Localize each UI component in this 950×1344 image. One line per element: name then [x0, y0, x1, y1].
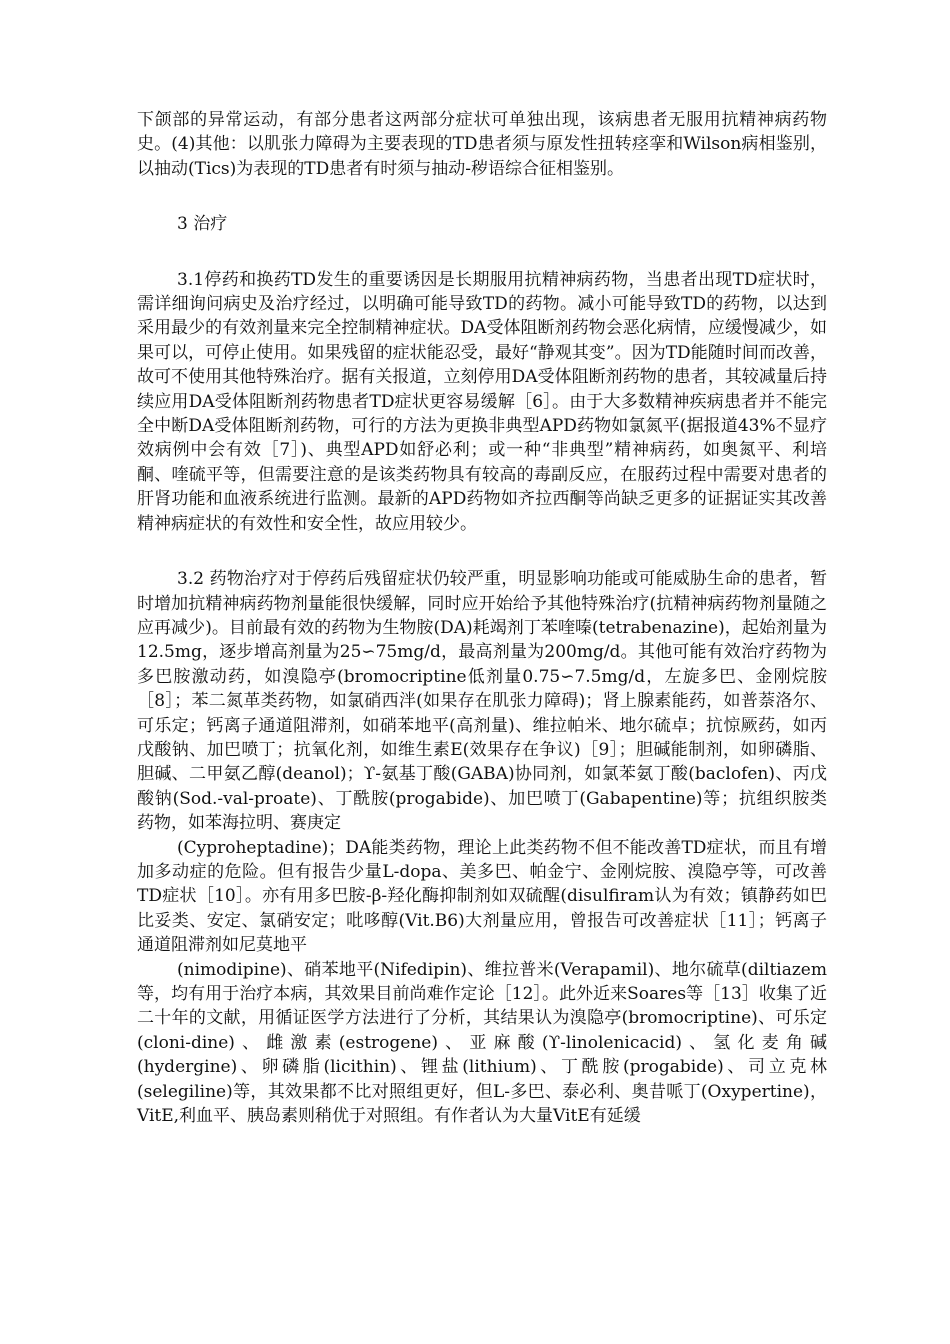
- section-heading-treatment: 3 治疗: [177, 214, 228, 235]
- paragraph-3-2-continued-2: (nimodipine)、硝苯地平(Nifedipin)、维拉普米(Verapamil)、地尔硫草(diltiazem等，均有用于治疗本病，其效果目前尚难作定论［12］。此外近来Soares等［13］收集了近二十年的文献，用循证医学方法进行了分析，其结果认为溴隐亭(bromocriptine)、可乐定(cloni-dine)、雌激素(estrogene)、亚麻酸(ϒ-linolenicacid)、氢化麦角碱(hydergine)、卵磷脂(licithin)、锂盐(lithium)、丁酰胺(progabide)、司立克林(selegiline)等，其效果都不比对照组更好，但L-多巴、泰必利、奥昔哌丁(Oxypertine)，VitE,利血平、胰岛素则稍优于对照组。有作者认为大量VitE有延缓: [137, 959, 827, 1127]
- paragraph-3-1-drug-withdrawal: 3.1停药和换药TD发生的重要诱因是长期服用抗精神病药物，当患者出现TD症状时，需详细询问病史及治疗经过，以明确可能导致TD的药物。减小可能导致TD的药物，以达到采用最少的有效剂量来完全控制精神症状。DA受体阻断剂药物会恶化病情，应缓慢减少，如果可以，可停止使用。如果残留的症状能忍受，最好“静观其变”。因为TD能随时间而改善，故可不使用其他特殊治疗。据有关报道，立刻停用DA受体阻断剂药物的患者，其较减量后持续应用DA受体阻断剂药物患者TD症状更容易缓解［6］。由于大多数精神疾病患者并不能完全中断DA受体阻断剂药物，可行的方法为更换非典型APD药物如氯氮平(据报道43%不显疗效病例中会有效［7］)、典型APD如舒必利；或一种“非典型”精神病药，如奥氮平、利培酮、喹硫平等，但需要注意的是该类药物具有较高的毒副反应，在服药过程中需要对患者的肝肾功能和血液系统进行监测。最新的APD药物如齐拉西酮等尚缺乏更多的证据证实其改善精神病症状的有效性和安全性，故应用较少。: [137, 269, 827, 534]
- paragraph-differential-diagnosis: 下颌部的异常运动，有部分患者这两部分症状可单独出现，该病患者无服用抗精神病药物史。(4)其他：以肌张力障碍为主要表现的TD患者须与原发性扭转痉挛和Wilson病相鉴别，以抽动(Tics)为表现的TD患者有时须与抽动-秽语综合征相鉴别。: [137, 110, 827, 179]
- document-body: [137, 108, 827, 1128]
- paragraph-3-2-continued: (Cyproheptadine)；DA能类药物，理论上此类药物不但不能改善TD症状，而且有增加多动症的危险。但有报告少量L-dopa、美多巴、帕金宁、金刚烷胺、溴隐亭等，可改善TD症状［10］。亦有用多巴胺-β-羟化酶抑制剂如双硫醒(disulfiram认为有效；镇静药如巴比妥类、安定、氯硝安定；吡哆醇(Vit.B6)大剂量应用，曾报告可改善症状［11］；钙离子通道阻滞剂如尼莫地平: [137, 837, 827, 956]
- paragraph-3-2-drug-therapy: 3.2 药物治疗对于停药后残留症状仍较严重，明显影响功能或可能威胁生命的患者，暂时增加抗精神病药物剂量能很快缓解，同时应开始给予其他特殊治疗(抗精神病药物剂量随之应再减少)。目前最有效的药物为生物胺(DA)耗竭剂丁苯喹嗪(tetrabenazine)，起始剂量为12.5mg，逐步增高剂量为25∽75mg/d，最高剂量为200mg/d。其他可能有效治疗药物为多巴胺激动药，如溴隐亭(bromocriptine低剂量0.75∽7.5mg/d，左旋多巴、金刚烷胺［8］；苯二氮革类药物，如氯硝西泮(如果存在肌张力障碍)；肾上腺素能药，如普萘洛尔、可乐定；钙离子通道阻滞剂，如硝苯地平(高剂量)、维拉帕米、地尔硫卓；抗惊厥药，如丙戊酸钠、加巴喷丁；抗氧化剂，如维生素E(效果存在争议)［9］；胆碱能制剂，如卵磷脂、胆碱、二甲氨乙醇(deanol)；ϒ-氨基丁酸(GABA)协同剂，如氯苯氨丁酸(baclofen)、丙戊酸钠(Sod.-val-proate)、丁酰胺(progabide)、加巴喷丁(Gabapentine)等；抗组织胺类药物，如苯海拉明、赛庚定: [137, 569, 827, 834]
